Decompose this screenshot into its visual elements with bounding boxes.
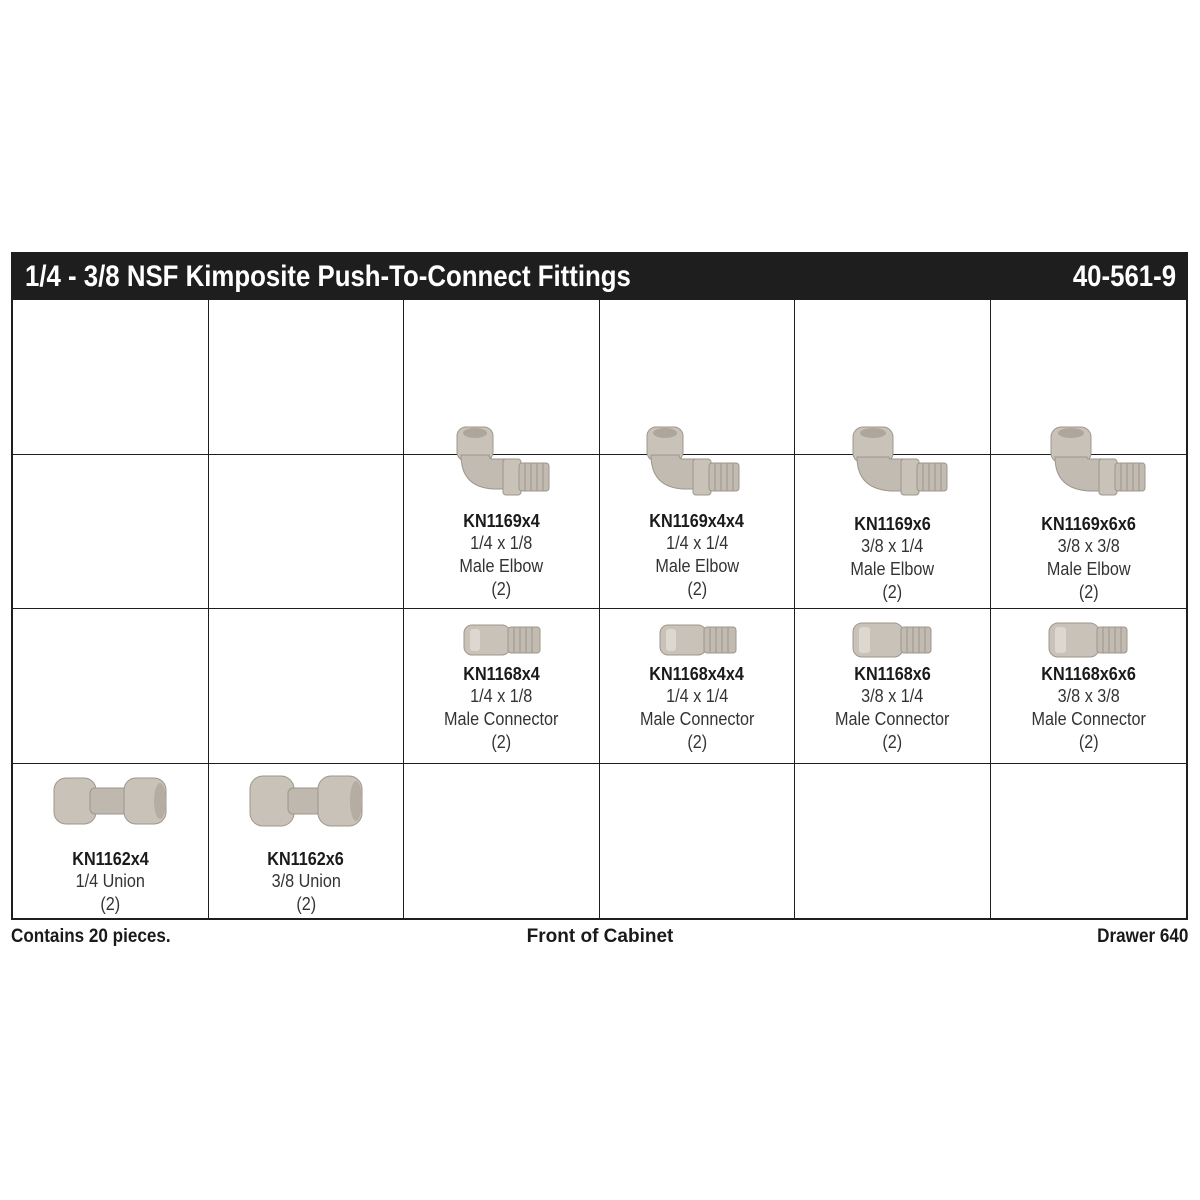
- part-description: Male Elbow: [850, 558, 935, 579]
- part-description: Male Connector: [639, 709, 754, 729]
- compartment-item: [209, 764, 405, 919]
- compartment-empty: [209, 300, 405, 455]
- compartment-empty: [209, 455, 405, 610]
- part-quantity: (2): [882, 581, 903, 602]
- elbow-fitting-icon: [637, 425, 747, 505]
- compartment-item: [795, 609, 991, 764]
- male-connector-icon: [456, 615, 546, 663]
- part-quantity: (2): [1078, 732, 1099, 752]
- header-bar: [11, 252, 1188, 300]
- compartment-empty: [13, 609, 209, 764]
- part-number: KN1162x4: [71, 848, 149, 869]
- part-size: 1/4 x 1/4: [665, 686, 728, 706]
- part-quantity: (2): [295, 893, 316, 914]
- compartment-item: [13, 764, 209, 919]
- part-number: KN1168x6: [853, 664, 931, 684]
- male-connector-icon: [652, 615, 742, 663]
- part-description: Male Elbow: [459, 555, 544, 576]
- drawer-code: 40-561-9: [1072, 260, 1176, 293]
- male-connector-icon: [1043, 615, 1133, 663]
- part-quantity: (2): [686, 732, 707, 752]
- part-size: 3/8 x 1/4: [861, 535, 924, 556]
- part-number: KN1168x6x6: [1040, 664, 1136, 684]
- part-quantity: (2): [491, 578, 512, 599]
- elbow-fitting-icon: [845, 425, 955, 505]
- part-number: KN1169x6x6: [1040, 513, 1136, 534]
- compartment-empty: [795, 764, 991, 919]
- compartment-item: [600, 609, 796, 764]
- part-number: KN1168x4x4: [649, 664, 745, 684]
- compartment-empty: [13, 300, 209, 455]
- compartment-item: [404, 609, 600, 764]
- compartment-empty: [991, 764, 1187, 919]
- union-fitting-icon: [246, 772, 366, 832]
- part-description: Male Connector: [835, 709, 950, 729]
- part-number: KN1169x4: [462, 510, 540, 531]
- elbow-fitting-icon: [1043, 425, 1153, 505]
- cabinet-front-label: Front of Cabinet: [526, 926, 674, 947]
- part-quantity: (2): [1078, 581, 1099, 602]
- part-size: 1/4 x 1/8: [470, 532, 533, 553]
- compartment-item: [991, 609, 1187, 764]
- part-number: KN1169x4x4: [649, 510, 745, 531]
- part-quantity: (2): [491, 732, 512, 752]
- compartment-empty: [600, 764, 796, 919]
- union-fitting-icon: [50, 772, 170, 832]
- drawer-title: 1/4 - 3/8 NSF Kimposite Push-To-Connect Fittings: [25, 260, 631, 293]
- part-number: KN1168x4: [462, 664, 540, 684]
- compartment-grid: [11, 300, 1188, 920]
- part-size: 3/8 x 1/4: [861, 686, 924, 706]
- part-size: 3/8 x 3/8: [1057, 686, 1120, 706]
- male-connector-icon: [847, 615, 937, 663]
- part-number: KN1169x6: [853, 513, 931, 534]
- compartment-empty: [13, 455, 209, 610]
- elbow-fitting-icon: [447, 425, 557, 505]
- part-description: Male Connector: [444, 709, 559, 729]
- part-quantity: (2): [686, 578, 707, 599]
- compartment-empty: [209, 609, 405, 764]
- part-description: Male Connector: [1031, 709, 1146, 729]
- part-size: 1/4 Union: [75, 870, 145, 891]
- part-description: Male Elbow: [1046, 558, 1131, 579]
- part-size: 1/4 x 1/4: [665, 532, 728, 553]
- part-number: KN1162x6: [267, 848, 345, 869]
- part-size: 1/4 x 1/8: [470, 686, 533, 706]
- part-size: 3/8 x 3/8: [1057, 535, 1120, 556]
- compartment-empty: [404, 764, 600, 919]
- drawer-number: Drawer 640: [1096, 926, 1188, 947]
- part-quantity: (2): [882, 732, 903, 752]
- part-description: Male Elbow: [654, 555, 739, 576]
- part-size: 3/8 Union: [271, 870, 341, 891]
- part-quantity: (2): [100, 893, 121, 914]
- piece-count: Contains 20 pieces.: [11, 926, 171, 947]
